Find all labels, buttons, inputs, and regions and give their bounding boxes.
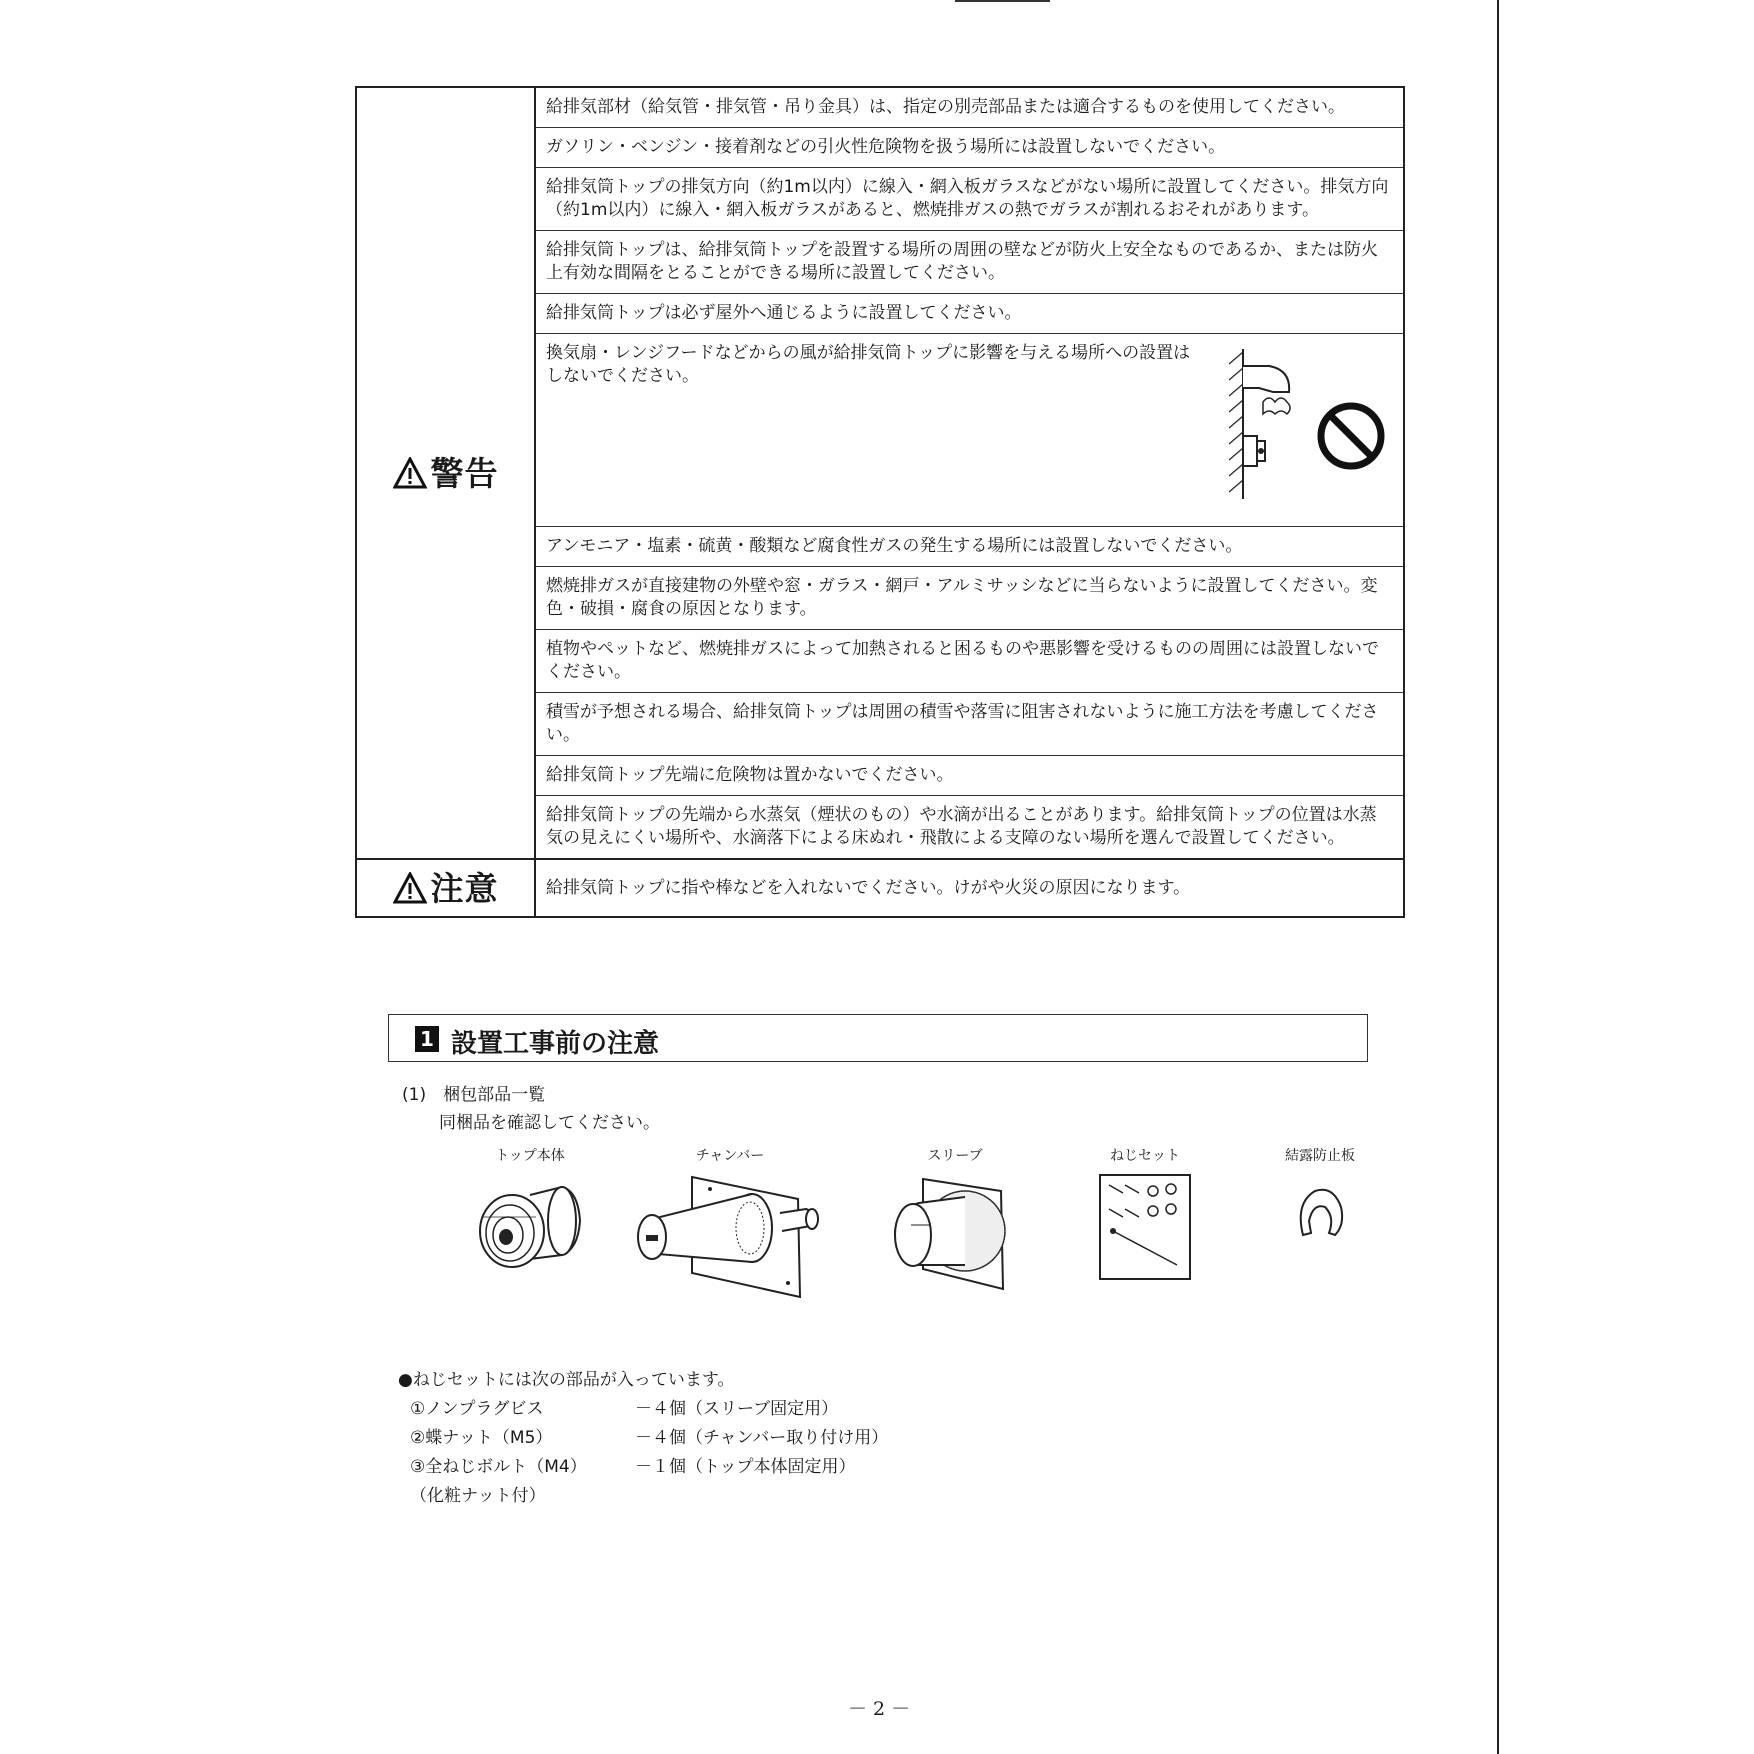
warning-item: アンモニア・塩素・硫黄・酸類など腐食性ガスの発生する場所には設置しないでください。 bbox=[535, 527, 1404, 567]
part-screw-set bbox=[1090, 1145, 1200, 1287]
warning-item-text: 換気扇・レンジフードなどからの風が給排気筒トップに影響を与える場所への設置はしないでください。 bbox=[546, 343, 1191, 386]
warning-triangle-icon bbox=[393, 457, 427, 489]
warning-label: 警告 bbox=[430, 454, 499, 493]
caution-label: 注意 bbox=[430, 869, 499, 908]
screw-item-name: ①ノンプラグビス bbox=[410, 1399, 544, 1419]
sub-description: 同梱品を確認してください。 bbox=[439, 1113, 660, 1133]
section-heading bbox=[388, 1014, 1368, 1062]
screw-item-name: ②蝶ナット（M5） bbox=[410, 1428, 553, 1448]
list-item bbox=[398, 1453, 856, 1482]
warning-table bbox=[355, 86, 1405, 918]
screw-set-intro: ●ねじセットには次の部品が入っています。 bbox=[398, 1370, 735, 1390]
screw-item-qty: －４個（チャンバー取り付け用） bbox=[635, 1428, 889, 1448]
screw-item-qty: －４個（スリーブ固定用） bbox=[635, 1399, 839, 1419]
part-label: トップ本体 bbox=[495, 1148, 565, 1164]
part-top-body bbox=[470, 1145, 590, 1287]
warning-item-with-figure bbox=[535, 334, 1404, 527]
screw-set-list bbox=[398, 1366, 889, 1511]
chamber-icon bbox=[630, 1173, 830, 1298]
warning-item: 給排気部材（給気管・排気管・吊り金具）は、指定の別売部品または適合するものを使用してください。 bbox=[535, 87, 1404, 128]
sleeve-icon bbox=[885, 1173, 1025, 1293]
sub-heading: (1) 梱包部品一覧 bbox=[402, 1085, 546, 1105]
warning-label-cell bbox=[356, 87, 535, 859]
warning-item: 給排気筒トップの先端から水蒸気（煙状のもの）や水滴が出ることがあります。給排気筒トップの位置は水蒸気の見えにくい場所や、水滴落下による床ぬれ・飛散による支障のない場所を選んで設置してください。 bbox=[535, 796, 1404, 860]
part-sleeve bbox=[885, 1145, 1025, 1297]
list-item bbox=[398, 1424, 889, 1453]
screw-item-name: ③全ねじボルト（M4） bbox=[410, 1457, 587, 1477]
part-label: ねじセット bbox=[1110, 1148, 1180, 1164]
top-body-icon bbox=[470, 1173, 590, 1283]
screw-item-name: （化粧ナット付） bbox=[410, 1486, 546, 1506]
warning-item: 給排気筒トップは必ず屋外へ通じるように設置してください。 bbox=[535, 294, 1404, 334]
warning-item: 燃焼排ガスが直接建物の外壁や窓・ガラス・網戸・アルミサッシなどに当らないように設置してください。変色・破損・腐食の原因となります。 bbox=[535, 567, 1404, 630]
caution-label-cell bbox=[356, 859, 535, 917]
warning-item: ガソリン・ベンジン・接着剤などの引火性危険物を扱う場所には設置しないでください。 bbox=[535, 128, 1404, 168]
section-number: 1 bbox=[415, 1026, 439, 1052]
part-condensation-plate bbox=[1270, 1145, 1370, 1257]
page-number: － 2 － bbox=[848, 1698, 911, 1720]
condensation-plate-icon bbox=[1285, 1173, 1355, 1253]
list-item bbox=[398, 1395, 839, 1424]
list-item bbox=[398, 1482, 734, 1511]
page-edge-line bbox=[1497, 0, 1499, 1754]
part-label: 結露防止板 bbox=[1285, 1148, 1355, 1164]
range-hood-prohibited-icon bbox=[1219, 344, 1389, 504]
caution-triangle-icon bbox=[393, 872, 427, 904]
screw-set-icon bbox=[1095, 1173, 1195, 1283]
warning-item: 植物やペットなど、燃焼排ガスによって加熱されると困るものや悪影響を受けるものの周囲には設置しないでください。 bbox=[535, 630, 1404, 693]
warning-item: 給排気筒トップの排気方向（約1m以内）に線入・網入板ガラスなどがない場所に設置してください。排気方向（約1m以内）に線入・網入板ガラスがあると、燃焼排ガスの熱でガラスが割れるおそれがあります。 bbox=[535, 168, 1404, 231]
part-chamber bbox=[630, 1145, 830, 1302]
screw-item-qty: －１個（トップ本体固定用） bbox=[635, 1457, 856, 1477]
part-label: チャンバー bbox=[695, 1148, 765, 1164]
section-title: 設置工事前の注意 bbox=[451, 1029, 660, 1059]
warning-item: 給排気筒トップは、給排気筒トップを設置する場所の周囲の壁などが防火上安全なものであるか、または防火上有効な間隔をとることができる場所に設置してください。 bbox=[535, 231, 1404, 294]
part-label: スリーブ bbox=[927, 1148, 983, 1164]
scan-mark bbox=[955, 0, 1050, 2]
warning-item: 給排気筒トップ先端に危険物は置かないでください。 bbox=[535, 756, 1404, 796]
warning-item: 積雪が予想される場合、給排気筒トップは周囲の積雪や落雪に阻害されないように施工方法を考慮してください。 bbox=[535, 693, 1404, 756]
caution-item: 給排気筒トップに指や棒などを入れないでください。けがや火災の原因になります。 bbox=[535, 859, 1404, 917]
